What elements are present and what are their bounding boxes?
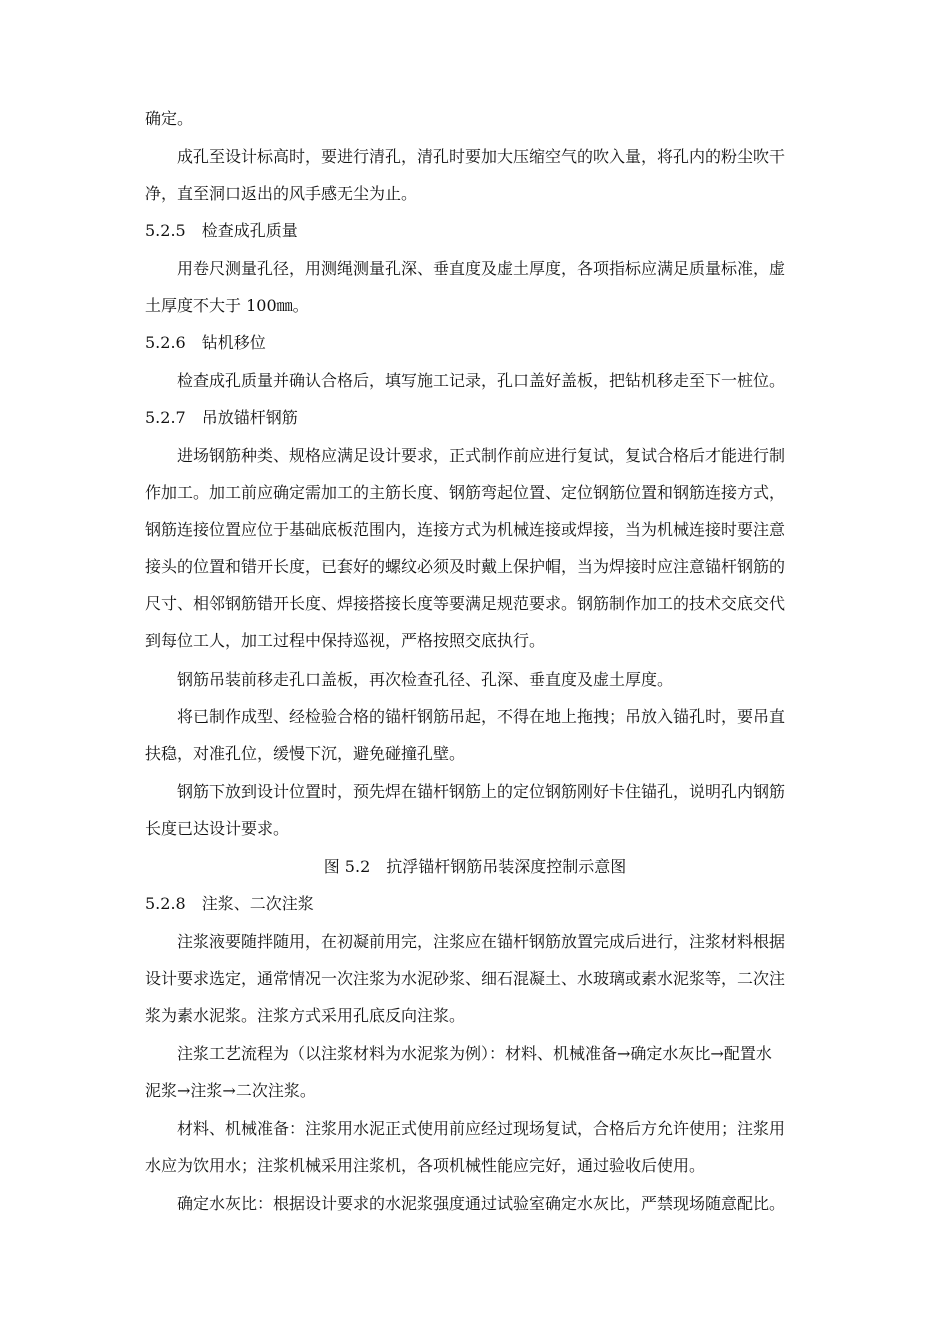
figure-caption: 图 5.2 抗浮锚杆钢筋吊装深度控制示意图 — [323, 857, 627, 876]
text-line: 土厚度不大于 100㎜。 — [145, 296, 309, 315]
section-heading-5-2-8: 5.2.8 注浆、二次注浆 — [145, 894, 314, 913]
text-line: 净，直至洞口返出的风手感无尘为止。 — [145, 184, 418, 203]
text-line: 设计要求选定，通常情况一次注浆为水泥砂浆、细石混凝土、水玻璃或素水泥浆等，二次注 — [145, 969, 786, 988]
text-line: 接头的位置和错开长度，已套好的螺纹必须及时戴上保护帽，当为焊接时应注意锚杆钢筋的 — [145, 557, 786, 576]
paragraph-first-line: 材料、机械准备：注浆用水泥正式使用前应经过现场复试，合格后方允许使用；注浆用 — [177, 1119, 786, 1138]
paragraph-first-line: 注浆液要随拌随用，在初凝前用完，注浆应在锚杆钢筋放置完成后进行，注浆材料根据 — [177, 932, 786, 951]
text-line: 尺寸、相邻钢筋错开长度、焊接搭接长度等要满足规范要求。钢筋制作加工的技术交底交代 — [145, 594, 786, 613]
paragraph-first-line: 将已制作成型、经检验合格的锚杆钢筋吊起，不得在地上拖拽；吊放入锚孔时，要吊直 — [177, 707, 786, 726]
paragraph-first-line: 检查成孔质量并确认合格后，填写施工记录，孔口盖好盖板，把钻机移走至下一桩位。 — [177, 371, 786, 390]
text-line: 泥浆→注浆→二次注浆。 — [145, 1081, 316, 1100]
paragraph-first-line: 注浆工艺流程为（以注浆材料为水泥浆为例）：材料、机械准备→确定水灰比→配置水 — [177, 1044, 772, 1063]
text-line: 长度已达设计要求。 — [145, 819, 290, 838]
paragraph-first-line: 成孔至设计标高时，要进行清孔，清孔时要加大压缩空气的吹入量，将孔内的粉尘吹干 — [177, 147, 786, 166]
text-line: 确定。 — [145, 109, 194, 128]
paragraph-first-line: 钢筋吊装前移走孔口盖板，再次检查孔径、孔深、垂直度及虚土厚度。 — [177, 670, 674, 689]
paragraph-first-line: 钢筋下放到设计位置时，预先焊在锚杆钢筋上的定位钢筋刚好卡住锚孔，说明孔内钢筋 — [177, 782, 786, 801]
paragraph-first-line: 确定水灰比：根据设计要求的水泥浆强度通过试验室确定水灰比，严禁现场随意配比。 — [177, 1194, 786, 1213]
text-line: 水应为饮用水；注浆机械采用注浆机，各项机械性能应完好，通过验收后使用。 — [145, 1156, 706, 1175]
text-line: 到每位工人，加工过程中保持巡视，严格按照交底执行。 — [145, 631, 546, 650]
text-line: 作加工。加工前应确定需加工的主筋长度、钢筋弯起位置、定位钢筋位置和钢筋连接方式， — [145, 483, 786, 502]
text-line: 扶稳，对准孔位，缓慢下沉，避免碰撞孔壁。 — [145, 744, 466, 763]
text-line: 浆为素水泥浆。注浆方式采用孔底反向注浆。 — [145, 1006, 466, 1025]
section-heading-5-2-6: 5.2.6 钻机移位 — [145, 333, 266, 352]
paragraph-first-line: 进场钢筋种类、规格应满足设计要求，正式制作前应进行复试，复试合格后才能进行制 — [177, 446, 786, 465]
text-line: 钢筋连接位置应位于基础底板范围内，连接方式为机械连接或焊接，当为机械连接时要注意 — [145, 520, 786, 539]
section-heading-5-2-7: 5.2.7 吊放锚杆钢筋 — [145, 408, 298, 427]
paragraph-first-line: 用卷尺测量孔径，用测绳测量孔深、垂直度及虚土厚度，各项指标应满足质量标准，虚 — [177, 259, 786, 278]
section-heading-5-2-5: 5.2.5 检查成孔质量 — [145, 221, 298, 240]
